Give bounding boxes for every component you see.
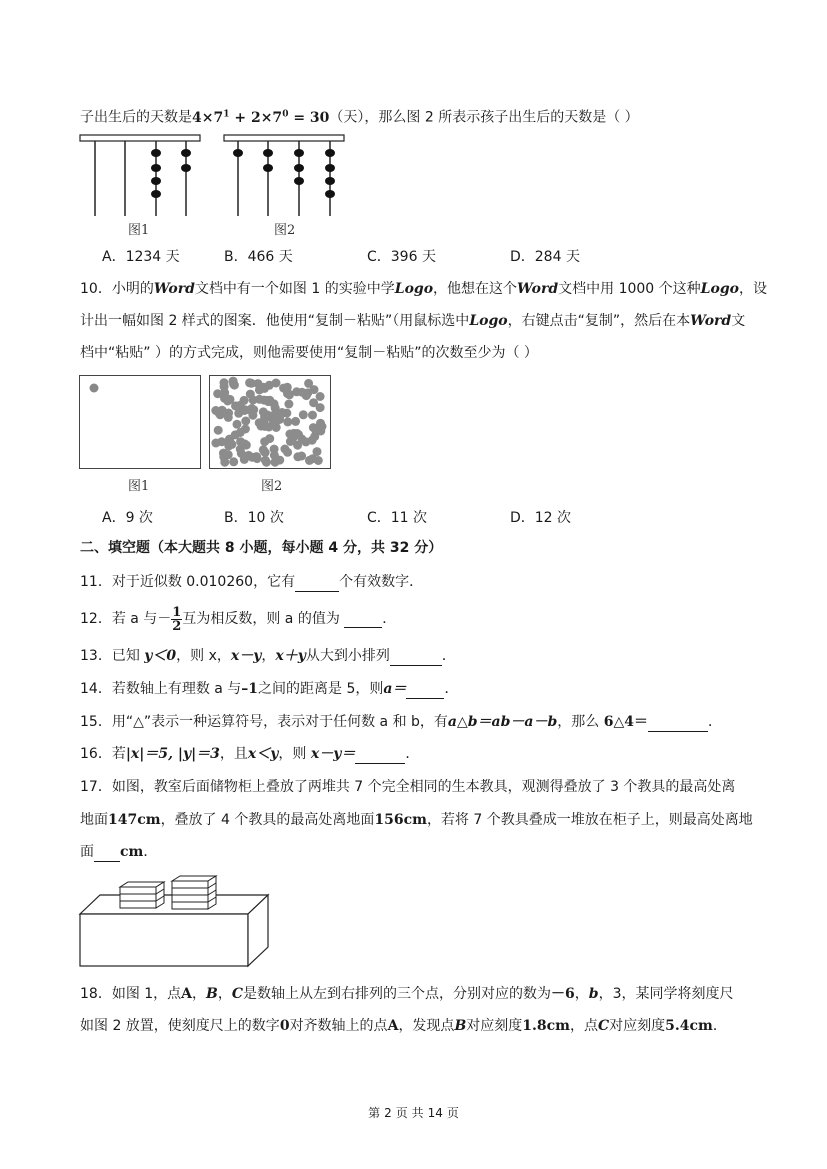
q17-line-3: 面 cm． (80, 844, 158, 860)
q18-line-1: 18．如图 1，点A，B，C是数轴上从左到右排列的三个点，分别对应的数为－6，b，3，某同学将刻度尺 (80, 986, 734, 1002)
q10-line-3: 档中“粘贴” ）的方式完成，则他需要使用“复制－粘贴”的次数至少为（ ） (80, 345, 538, 361)
q17-answer-blank[interactable] (94, 845, 120, 862)
q13-answer-blank[interactable] (390, 649, 442, 666)
q14-answer-blank[interactable] (406, 682, 444, 699)
q14-line: 14．若数轴上有理数 a 与–1之间的距离是 5，则a＝ ． (80, 681, 459, 697)
q12-answer-blank[interactable] (344, 611, 382, 628)
q9-formula: $4\times 7^1 + 2\times 7^0 = 30$ (192, 109, 330, 126)
q17-line-1: 17．如图，教室后面储物柜上叠放了两堆共 7 个完全相同的生本教具，观测得叠放了 3 个教具的最高处离 (80, 779, 736, 795)
q16-line: 16．若|x|＝5, |y|＝3，且x＜y，则 x－y＝ ． (80, 746, 420, 762)
q11-answer-blank[interactable] (295, 575, 339, 592)
q10-line-2: 计出一幅如图 2 样式的图案．他使用“复制－粘贴”（用鼠标选中Logo，右键点击“复制”，然后在本Word文 (80, 313, 746, 329)
q9-line (80, 104, 639, 128)
q9-text-post: （天），那么图 2 所表示孩子出生后的天数是（ ） (329, 109, 639, 126)
q17-cabinet-figure (78, 875, 278, 970)
stack-of-4 (172, 876, 216, 909)
q10-option-c[interactable]: C．11 次 (367, 510, 428, 526)
abacus-figure-1 (80, 135, 200, 216)
q10-figure-1 (79, 375, 204, 470)
q12-fraction: $\frac{1}{2}$ (172, 604, 182, 634)
q9-option-d[interactable]: D．284 天 (510, 249, 580, 265)
abacus-figure-2 (224, 135, 344, 216)
total-pages: 14 (427, 1106, 443, 1120)
q17-line-2: 地面147cm，叠放了 4 个教具的最高处离地面156cm，若将 7 个教具叠成一堆放在柜子上，则最高处离地 (80, 812, 753, 828)
q10-option-d[interactable]: D．12 次 (510, 510, 572, 526)
page-footer: 第 2 页 共 14 页 (368, 1106, 459, 1120)
q9-option-a[interactable]: A．1234 天 (102, 249, 180, 265)
q15-answer-blank[interactable] (648, 715, 708, 732)
q13-line: 13．已知 y＜0，则 x，x－y，x＋y从大到小排列 ． (80, 648, 456, 664)
q16-answer-blank[interactable] (355, 747, 405, 764)
q9-fig2-caption: 图2 (274, 223, 296, 238)
q9-option-c[interactable]: C．396 天 (367, 249, 436, 265)
q10-line-1: 10．小明的Word文档中有一个如图 1 的实验中学Logo，他想在这个Word文档中用 1000 个这种Logo，设 (80, 281, 767, 297)
page-number: 2 (384, 1106, 392, 1120)
stack-of-3 (120, 882, 164, 908)
q9-text-pre: 子出生后的天数是 (80, 109, 192, 126)
section-2-title: 二、填空题（本大题共 8 小题，每小题 4 分，共 32 分） (80, 540, 443, 556)
q9-fig1-caption: 图1 (128, 223, 150, 238)
logo-term: Logo (394, 281, 434, 297)
q10-figure-2 (209, 375, 334, 470)
q9-option-b[interactable]: B．466 天 (224, 249, 293, 265)
q18-line-2: 如图 2 放置，使刻度尺上的数字0对齐数轴上的点A，发现点B对应刻度1.8cm，点C对应刻度5.4cm． (80, 1018, 727, 1034)
q10-option-a[interactable]: A．9 次 (102, 510, 153, 526)
q15-line: 15．用“△”表示一种运算符号，表示对于任何数 a 和 b，有a△b＝ab－a－b，那么 6△4＝ ． (80, 714, 722, 730)
q10-fig2-caption: 图2 (261, 479, 283, 494)
q12-line: 12．若 a 与－ $\frac{1}{2}$ 互为相反数，则 a 的值为 ． (80, 604, 397, 634)
q9-abacus-figures (78, 130, 358, 240)
q10-fig1-caption: 图1 (128, 479, 150, 494)
q11-line: 11．对于近似数 0.010260，它有 个有效数字． (80, 574, 424, 590)
q10-option-b[interactable]: B．10 次 (224, 510, 284, 526)
word-term: Word (153, 281, 195, 297)
